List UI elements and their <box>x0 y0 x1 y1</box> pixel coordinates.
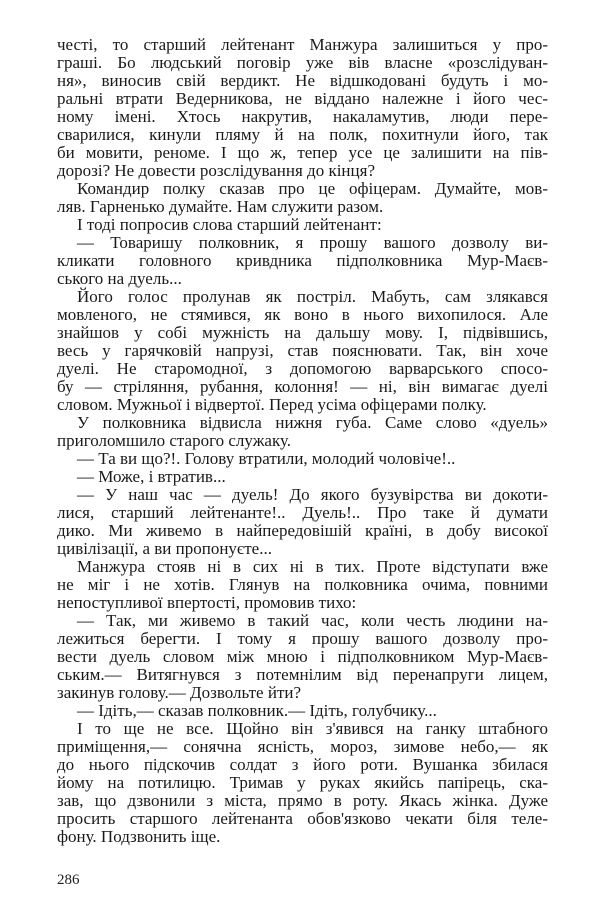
text-line: бу — стріляння, рубання, колоння! — ні, він вимагає дуелі <box>57 377 548 396</box>
paragraph <box>57 414 548 450</box>
text-line: Командир полку сказав про це офіцерам. Думайте, мов- <box>77 179 548 198</box>
text-line: — У наш час — дуель! До якого бузувірства ви докоти- <box>77 485 548 504</box>
text-line: — Так, ми живемо в такий час, коли честь людини на- <box>77 611 548 630</box>
text-line: лися, старший лейтенанте!.. Дуель!.. Про таке й думати <box>57 503 548 522</box>
paragraph <box>57 36 548 180</box>
text-line: сварилися, кинули пляму й на полк, похитнули його, так <box>57 125 548 144</box>
page-number: 286 <box>57 872 80 888</box>
text-line: приміщення,— сонячна ясність, мороз, зимове небо,— як <box>57 737 548 756</box>
text-line: ному імені. Хтось накрутив, накаламутив, люди пере- <box>57 107 548 126</box>
text-line: йому на потилицю. Тримав у руках якийсь папірець, ска- <box>57 773 548 792</box>
text-line: лежиться берегти. І тому я прошу вашого дозволу про- <box>57 629 548 648</box>
text-line: дуелі. Не старомодної, з допомогою варварського спосо- <box>57 359 548 378</box>
text-line: І тоді попросив слова старший лейтенант: <box>77 215 382 234</box>
text-line: честі, то старший лейтенант Манжура залишиться у про- <box>57 35 548 54</box>
text-line: непоступливої впертості, промовив тихо: <box>57 593 357 612</box>
text-line: ського на дуель... <box>57 269 182 288</box>
text-line: зав, що дзвонили з міста, прямо в роту. Якась жінка. Дуже <box>57 791 548 810</box>
text-line: не міг і не хотів. Глянув на полковника очима, повними <box>57 575 548 594</box>
text-line: приголомшило старого служаку. <box>57 431 292 450</box>
text-line: весь у гарячковій напрузі, став пояснювати. Так, він хоче <box>57 341 548 360</box>
paragraph <box>57 180 548 216</box>
text-line: мовленого, не стямився, як воно в нього вихопилося. Але <box>57 305 548 324</box>
paragraph <box>57 558 548 612</box>
text-line: — Ідіть,— сказав полковник.— Ідіть, голубчику... <box>77 701 437 720</box>
text-line: словом. Мужньої і відвертої. Перед усіма офіцерами полку. <box>57 395 487 414</box>
text-line: ляв. Гарненько думайте. Нам служити разом. <box>57 197 384 216</box>
text-line: цивілізації, а ви пропонуєте... <box>57 539 272 558</box>
text-line: вести дуель словом між мною і підполковником Мур-Маєв- <box>57 647 548 666</box>
text-line: би мовити, реноме. І що ж, тепер усе це залишити на пів- <box>57 143 548 162</box>
text-line: — Товаришу полковник, я прошу вашого дозволу ви- <box>77 233 548 252</box>
text-line: закинув голову.— Дозвольте йти? <box>57 683 302 702</box>
paragraph <box>57 288 548 414</box>
text-line: — Може, і втратив... <box>77 467 226 486</box>
text-line: І то ще не все. Щойно він з'явився на ганку штабного <box>77 719 548 738</box>
text-line: Манжура стояв ні в сих ні в тих. Проте відступати вже <box>77 557 548 576</box>
page-text <box>57 36 548 846</box>
paragraph <box>57 468 548 486</box>
text-line: кликати головного кривдника підполковника Мур-Маєв- <box>57 251 548 270</box>
paragraph <box>57 612 548 702</box>
text-line: знайшов у собі мужність на дальшу мову. І, підвівшись, <box>57 323 548 342</box>
paragraph <box>57 720 548 846</box>
text-line: ня», виносив свій вердикт. Не відшкодовані будуть і мо- <box>57 71 548 90</box>
text-line: — Та ви що?!. Голову втратили, молодий чоловіче!.. <box>77 449 456 468</box>
text-line: дорозі? Не довести розслідування до кінця? <box>57 161 375 180</box>
text-line: граші. Бо людський поговір уже вів власне «розслідуван- <box>57 53 548 72</box>
text-line: до нього підскочив солдат з його роти. Вушанка збилася <box>57 755 548 774</box>
paragraph <box>57 216 548 234</box>
text-line: Його голос пролунав як постріл. Мабуть, сам злякався <box>77 287 548 306</box>
text-line: ським.— Витягнувся з потемнілим від перенапруги лицем, <box>57 665 548 684</box>
paragraph <box>57 234 548 288</box>
paragraph <box>57 702 548 720</box>
paragraph <box>57 486 548 558</box>
text-line: ральні втрати Ведерникова, не віддано належне і його чес- <box>57 89 548 108</box>
text-line: просить старшого лейтенанта обов'язково чекати біля теле- <box>57 809 548 828</box>
text-line: фону. Подзвонить іще. <box>57 827 221 846</box>
text-line: У полковника відвисла нижня губа. Саме слово «дуель» <box>77 413 548 432</box>
text-line: дико. Ми живемо в найпередовішій країні, в добу високої <box>57 521 548 540</box>
paragraph <box>57 450 548 468</box>
